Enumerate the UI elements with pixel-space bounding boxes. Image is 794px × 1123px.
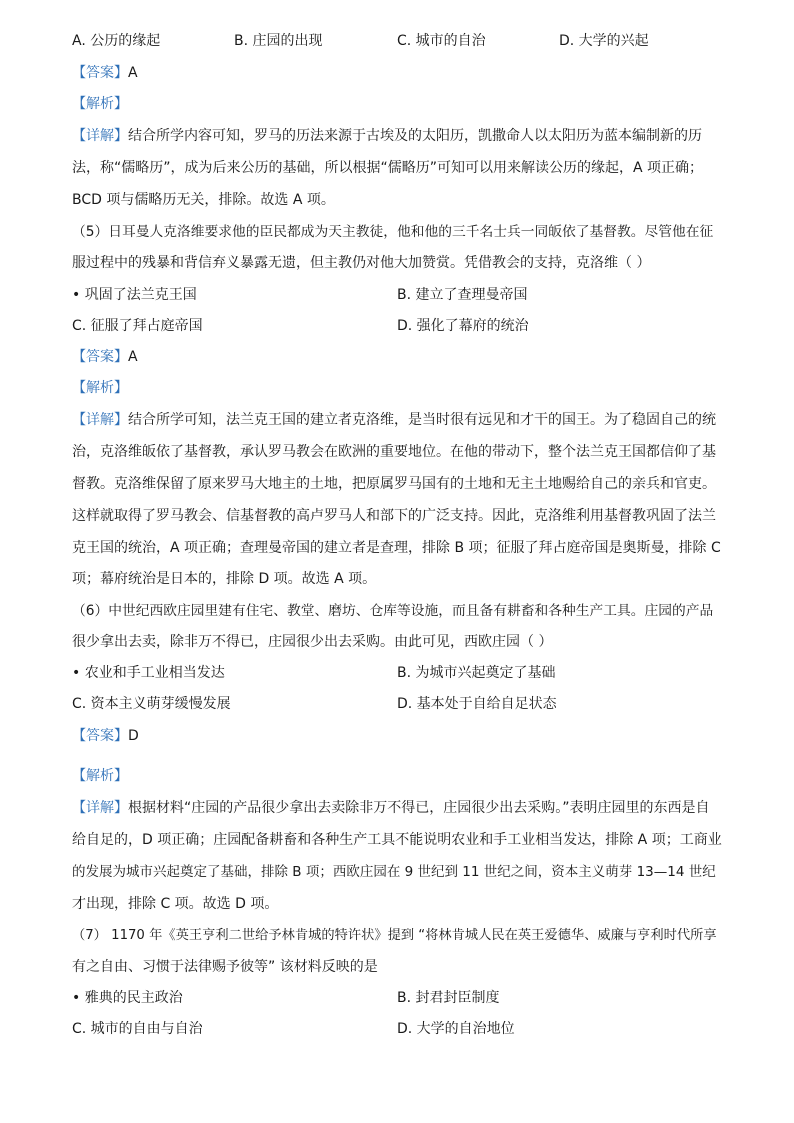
answer-tag: 【答案】 bbox=[72, 349, 128, 365]
q5-detail-line: 克王国的统治，A 项正确；查理曼帝国的建立者是查理，排除 B 项；征服了拜占庭帝国是奥斯曼，排除 C bbox=[72, 540, 721, 556]
answer-value: A bbox=[128, 349, 138, 365]
q5-option-d: D. 强化了幕府的统治 bbox=[397, 318, 529, 334]
answer-tag: 【答案】 bbox=[72, 65, 128, 81]
q5-stem-line: （5）日耳曼人克洛维要求他的臣民都成为天主教徒，他和他的三千名士兵一同皈依了基督教。尽管他在征 bbox=[72, 224, 714, 240]
q6-option-c: C. 资本主义萌芽缓慢发展 bbox=[72, 696, 231, 712]
q6-stem-line: （6）中世纪西欧庄园里建有住宅、教堂、磨坊、仓库等设施，而且备有耕畜和各种生产工具。庄园的产品 bbox=[72, 603, 714, 619]
q6-detail-line: 给自足的，D 项正确；庄园配备耕畜和各种生产工具不能说明农业和手工业相当发达，排除 A 项；工商业 bbox=[72, 832, 722, 848]
q6-option-a: • 农业和手工业相当发达 bbox=[72, 665, 225, 681]
q6-analysis-tag bbox=[72, 767, 724, 785]
q4-detail-line: 法，称“儒略历”，成为后来公历的基础，所以根据“儒略历”可知可以用来解读公历的缘起，A 项正确； bbox=[72, 160, 704, 176]
q4-option-d: D. 大学的兴起 bbox=[559, 33, 649, 49]
q7-option-c: C. 城市的自由与自治 bbox=[72, 1021, 203, 1037]
detail-text: 结合所学可知，法兰克王国的建立者克洛维，是当时很有远见和才干的国王。为了稳固自己的统 bbox=[128, 412, 716, 428]
analysis-tag: 【解析】 bbox=[72, 768, 128, 784]
q5-option-c: C. 征服了拜占庭帝国 bbox=[72, 318, 203, 334]
analysis-tag: 【解析】 bbox=[72, 96, 128, 112]
q5-option-a: • 巩固了法兰克王国 bbox=[72, 287, 197, 303]
answer-value: A bbox=[128, 65, 138, 81]
answer-value: D bbox=[128, 728, 139, 744]
q4-option-c: C. 城市的自治 bbox=[397, 33, 486, 49]
q7-stem-line: 有之自由、习惯于法律赐予彼等” 该材料反映的是 bbox=[72, 959, 378, 975]
q6-stem-line: 很少拿出去卖，除非万不得已，庄园很少出去采购。由此可见，西欧庄园（ ） bbox=[72, 634, 553, 650]
q5-detail-line: 这样就取得了罗马教会、信基督教的高卢罗马人和部下的广泛支持。因此，克洛维利用基督教巩固了法兰 bbox=[72, 508, 716, 524]
q5-analysis-tag bbox=[72, 379, 724, 397]
q5-detail-line bbox=[72, 411, 724, 429]
detail-tag: 【详解】 bbox=[72, 128, 128, 144]
answer-tag: 【答案】 bbox=[72, 728, 128, 744]
q6-detail-line: 才出现，排除 C 项。故选 D 项。 bbox=[72, 896, 279, 912]
detail-text: 根据材料“庄园的产品很少拿出去卖除非万不得已，庄园很少出去采购。”表明庄园里的东西是自 bbox=[128, 800, 710, 816]
q6-detail-line: 的发展为城市兴起奠定了基础，排除 B 项；西欧庄园在 9 世纪到 11 世纪之间，资本主义萌芽 13—14 世纪 bbox=[72, 864, 716, 880]
q4-detail-line bbox=[72, 127, 724, 145]
q5-stem-line: 服过程中的残暴和背信弃义暴露无遗，但主教仍对他大加赞赏。凭借教会的支持，克洛维（ ） bbox=[72, 255, 651, 271]
q4-answer bbox=[72, 64, 724, 82]
q4-option-b: B. 庄园的出现 bbox=[234, 33, 323, 49]
q6-option-d: D. 基本处于自给自足状态 bbox=[397, 696, 557, 712]
q5-detail-line: 督教。克洛维保留了原来罗马大地主的土地，把原属罗马国有的土地和无主土地赐给自己的亲兵和官吏。 bbox=[72, 476, 716, 492]
q5-detail-line: 项；幕府统治是日本的，排除 D 项。故选 A 项。 bbox=[72, 571, 377, 587]
q7-option-d: D. 大学的自治地位 bbox=[397, 1021, 515, 1037]
q6-option-b: B. 为城市兴起奠定了基础 bbox=[397, 665, 556, 681]
q4-detail-line: BCD 项与儒略历无关，排除。故选 A 项。 bbox=[72, 192, 335, 208]
q7-option-b: B. 封君封臣制度 bbox=[397, 990, 500, 1006]
q4-analysis-tag bbox=[72, 95, 724, 113]
q7-stem-line: （7） 1170 年《英王亨利二世给予林肯城的特许状》提到 “将林肯城人民在英王爱德华、威廉与亨利时代所享 bbox=[72, 928, 717, 943]
q5-option-b: B. 建立了查理曼帝国 bbox=[397, 287, 528, 303]
q5-answer bbox=[72, 348, 724, 366]
detail-tag: 【详解】 bbox=[72, 800, 128, 816]
q6-detail-line bbox=[72, 799, 724, 817]
q6-answer bbox=[72, 727, 724, 745]
detail-tag: 【详解】 bbox=[72, 412, 128, 428]
q5-detail-line: 治，克洛维皈依了基督教，承认罗马教会在欧洲的重要地位。在他的带动下，整个法兰克王国都信仰了基 bbox=[72, 444, 716, 460]
q7-option-a: • 雅典的民主政治 bbox=[72, 990, 183, 1006]
q4-option-a: A. 公历的缘起 bbox=[72, 33, 161, 49]
detail-text: 结合所学内容可知，罗马的历法来源于古埃及的太阳历，凯撒命人以太阳历为蓝本编制新的历 bbox=[128, 128, 702, 144]
analysis-tag: 【解析】 bbox=[72, 380, 128, 396]
